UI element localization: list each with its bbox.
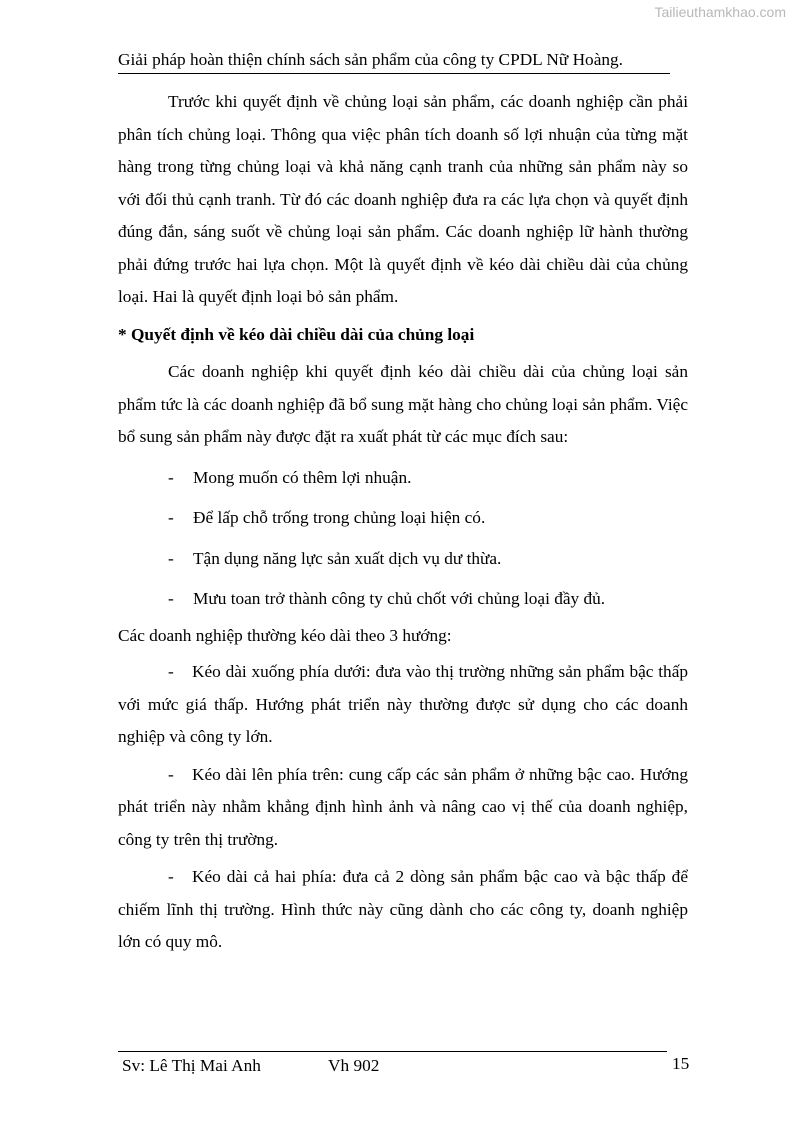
running-header: Giải pháp hoàn thiện chính sách sản phẩm của công ty CPDL Nữ Hoàng. [118, 48, 670, 74]
list-item-text: Mong muốn có thêm lợi nhuận. [193, 467, 412, 487]
list-item [118, 583, 688, 616]
direction-item [118, 861, 688, 959]
direction-text: Kéo dài lên phía trên: cung cấp các sản phẩm ở những bậc cao. Hướng phát triển này nhằm khẳng định hình ảnh và nâng cao vị thế của doanh nghiệp, công ty trên thị trường. [118, 764, 688, 849]
section-paragraph: Các doanh nghiệp khi quyết định kéo dài chiều dài của chủng loại sản phẩm tức là các doanh nghiệp đã bổ sung mặt hàng cho chủng loại sản phẩm. Việc bổ sung sản phẩm này được đặt ra xuất phát từ các mục đích sau: [118, 362, 688, 446]
section-heading: * Quyết định về kéo dài chiều dài của chủng loại [118, 324, 475, 344]
list-item-text: Tận dụng năng lực sản xuất dịch vụ dư thừa. [193, 548, 502, 568]
bullet-dash: - [168, 467, 174, 487]
list-item-text: Để lấp chỗ trống trong chủng loại hiện có. [193, 508, 486, 527]
bullet-dash: - [168, 589, 174, 608]
bullet-dash: - [168, 508, 174, 527]
student-name: Sv: Lê Thị Mai Anh [122, 1056, 261, 1075]
page-number: 15 [672, 1054, 690, 1073]
page-body [118, 86, 688, 959]
direction-item [118, 656, 688, 754]
bullet-dash: - [168, 548, 174, 568]
bullet-dash: - [168, 662, 174, 681]
intro-paragraph: Trước khi quyết định về chủng loại sản phẩm, các doanh nghiệp cần phải phân tích chủng loại. Thông qua việc phân tích doanh số lợi nhuận của từng mặt hàng trong từng chủng loại và khả năng cạnh tranh của những sản phẩm này so với đối thủ cạnh tranh. Từ đó các doanh nghiệp đưa ra các lựa chọn và quyết định đúng đắn, sáng suốt về chủng loại sản phẩm. Các doanh nghiệp lữ hành thường phải đứng trước hai lựa chọn. Một là quyết định về kéo dài chiều dài của chủng loại. Hai là quyết định loại bỏ sản phẩm. [118, 92, 688, 306]
list-item [118, 543, 688, 576]
bullet-dash: - [168, 764, 174, 784]
class-code: Vh 902 [328, 1056, 380, 1075]
direction-text: Kéo dài cả hai phía: đưa cả 2 dòng sản phẩm bậc cao và bậc thấp để chiếm lĩnh thị trường. Hình thức này cũng dành cho các công ty, doanh nghiệp lớn có quy mô. [118, 867, 688, 951]
list-item [118, 502, 688, 535]
bullet-dash: - [168, 867, 174, 886]
direction-text: Kéo dài xuống phía dưới: đưa vào thị trường những sản phẩm bậc thấp với mức giá thấp. Hướng phát triển này thường được sử dụng cho các doanh nghiệp và công ty lớn. [118, 662, 688, 746]
list-item [118, 462, 688, 495]
directions-intro: Các doanh nghiệp thường kéo dài theo 3 hướng: [118, 625, 452, 645]
direction-item [118, 759, 688, 857]
footer-rule [118, 1051, 667, 1052]
watermark: Tailieuthamkhao.com [654, 4, 786, 20]
footer [122, 1054, 380, 1078]
list-item-text: Mưu toan trở thành công ty chủ chốt với chủng loại đầy đủ. [193, 589, 606, 608]
purpose-list [118, 462, 688, 616]
